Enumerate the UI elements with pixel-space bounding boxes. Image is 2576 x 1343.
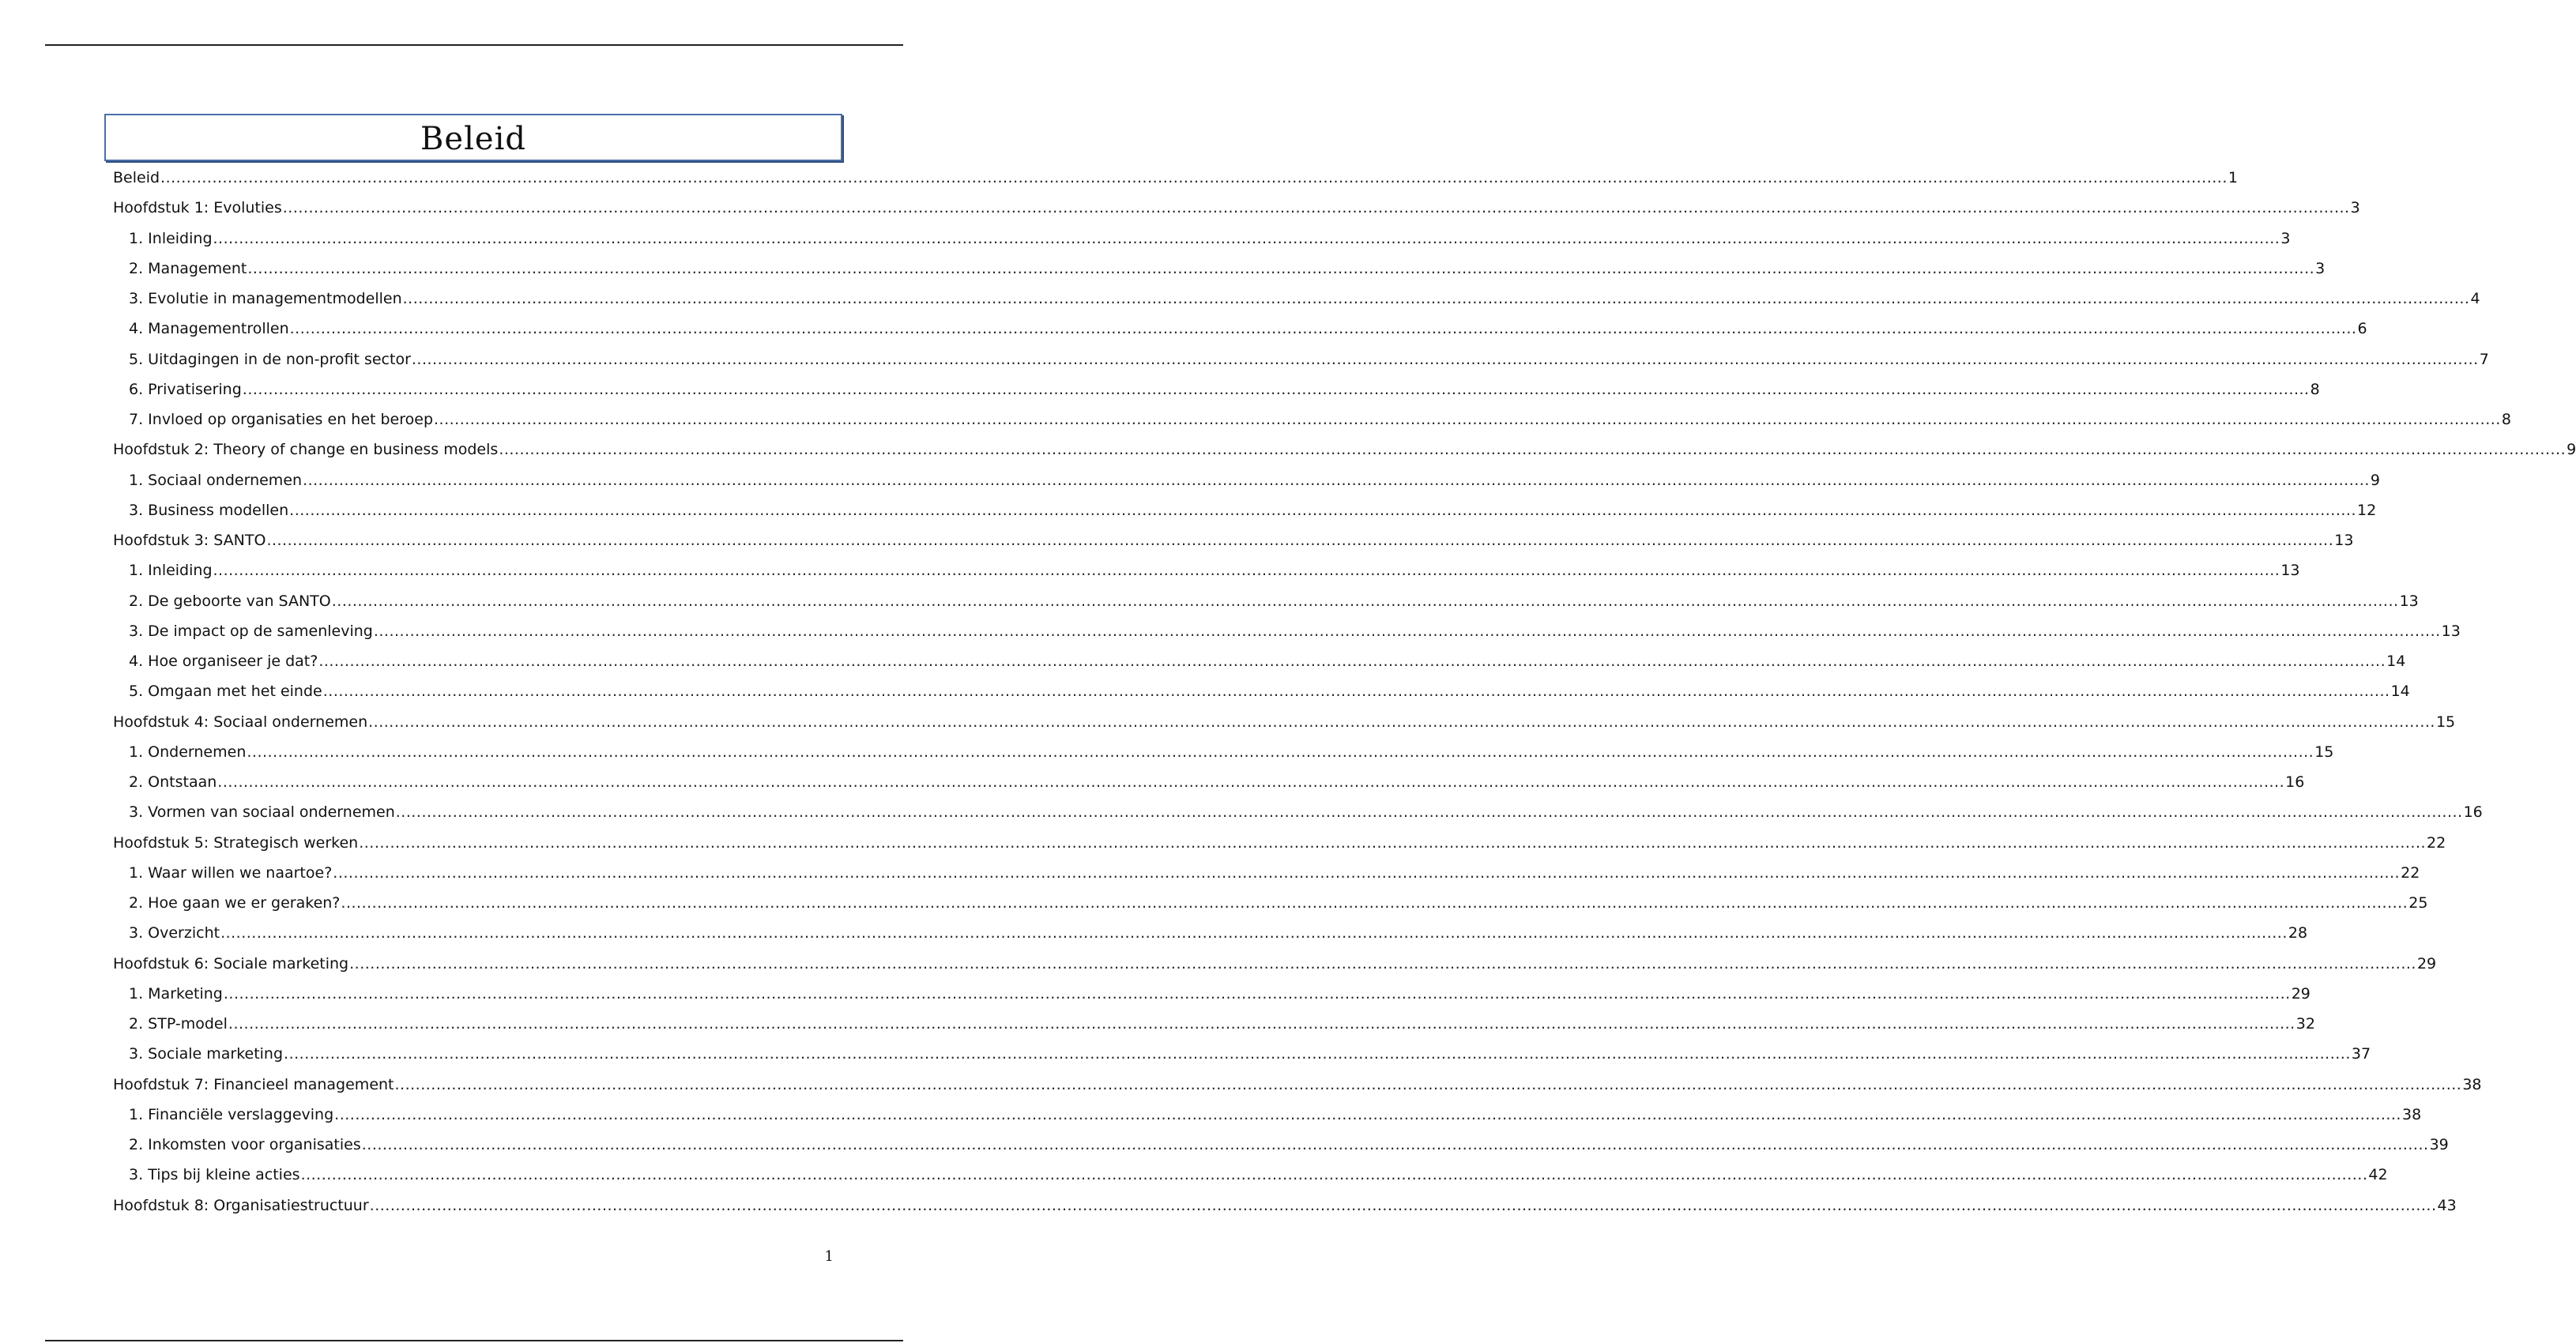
toc-dot-leader: ................................................................................................................................................................................................................................................................................................................................................................................................................ (266, 532, 2334, 549)
toc-entry-page: 15 (2314, 743, 2334, 761)
toc-entry-page: 39 (2429, 1136, 2449, 1153)
toc-entry-page: 16 (2463, 803, 2483, 822)
toc-section-entry[interactable] (113, 979, 2310, 1009)
toc-entry-page: 13 (2334, 532, 2354, 549)
toc-section-entry[interactable] (113, 676, 2410, 706)
toc-entry-label: 1. Sociaal ondernemen (129, 471, 303, 489)
toc-section-entry[interactable] (113, 918, 2308, 948)
toc-entry-page: 42 (2368, 1166, 2388, 1184)
toc-dot-leader: ................................................................................................................................................................................................................................................................................................................................................................................................................ (322, 683, 2390, 701)
toc-entry-page: 38 (2462, 1075, 2482, 1093)
toc-dot-leader: ................................................................................................................................................................................................................................................................................................................................................................................................................ (213, 229, 2280, 247)
toc-entry-label: 1. Inleiding (129, 229, 213, 247)
toc-entry-page: 3 (2280, 229, 2291, 247)
toc-dot-leader: ................................................................................................................................................................................................................................................................................................................................................................................................................ (284, 1045, 2351, 1063)
toc-section-entry[interactable] (113, 254, 2326, 284)
toc-chapter-entry[interactable] (113, 949, 2437, 979)
toc-entry-page: 14 (2386, 653, 2406, 670)
toc-entry-page: 8 (2501, 411, 2511, 428)
toc-entry-label: 1. Waar willen we naartoe? (129, 863, 333, 882)
toc-entry-label: 2. Inkomsten voor organisaties (129, 1136, 361, 1153)
toc-dot-leader: ................................................................................................................................................................................................................................................................................................................................................................................................................ (247, 259, 2315, 277)
toc-entry-page: 43 (2437, 1196, 2457, 1214)
title-box (104, 114, 842, 161)
toc-entry-page: 22 (2401, 863, 2420, 882)
toc-section-entry[interactable] (113, 1039, 2371, 1069)
toc-dot-leader: ................................................................................................................................................................................................................................................................................................................................................................................................................ (289, 501, 2356, 519)
header-rule (45, 44, 903, 46)
page-number: 1 (824, 1248, 834, 1265)
toc-entry-page: 3 (2350, 199, 2360, 217)
toc-dot-leader: ................................................................................................................................................................................................................................................................................................................................................................................................................ (331, 592, 2399, 610)
toc-dot-leader: ................................................................................................................................................................................................................................................................................................................................................................................................................ (242, 380, 2310, 398)
toc-section-entry[interactable] (113, 1160, 2388, 1190)
toc-chapter-entry[interactable] (113, 163, 2238, 193)
toc-dot-leader: ................................................................................................................................................................................................................................................................................................................................................................................................................ (499, 441, 2567, 459)
toc-section-entry[interactable] (113, 1009, 2315, 1039)
toc-dot-leader: ................................................................................................................................................................................................................................................................................................................................................................................................................ (349, 954, 2416, 972)
toc-section-entry[interactable] (113, 224, 2291, 254)
toc-entry-page: 7 (2479, 350, 2489, 368)
toc-section-entry[interactable] (113, 314, 2367, 344)
toc-section-entry[interactable] (113, 404, 2511, 434)
toc-entry-label: 1. Inleiding (129, 562, 213, 580)
toc-section-entry[interactable] (113, 495, 2377, 525)
toc-entry-page: 37 (2351, 1045, 2371, 1063)
toc-entry-label: 2. STP-model (129, 1015, 228, 1033)
toc-dot-leader: ................................................................................................................................................................................................................................................................................................................................................................................................................ (223, 984, 2291, 1003)
toc-dot-leader: ................................................................................................................................................................................................................................................................................................................................................................................................................ (220, 924, 2288, 942)
toc-dot-leader: ................................................................................................................................................................................................................................................................................................................................................................................................................ (247, 743, 2314, 761)
toc-entry-page: 38 (2401, 1105, 2422, 1123)
toc-dot-leader: ................................................................................................................................................................................................................................................................................................................................................................................................................ (402, 290, 2470, 307)
toc-entry-label: 3. Evolutie in managementmodellen (129, 290, 402, 307)
toc-entry-label: 4. Managementrollen (129, 320, 289, 338)
table-of-contents (113, 163, 2576, 1221)
toc-dot-leader: ................................................................................................................................................................................................................................................................................................................................................................................................................ (318, 653, 2386, 670)
toc-dot-leader: ................................................................................................................................................................................................................................................................................................................................................................................................................ (434, 411, 2501, 428)
toc-chapter-entry[interactable] (113, 434, 2576, 465)
toc-section-entry[interactable] (113, 555, 2300, 585)
toc-chapter-entry[interactable] (113, 1191, 2457, 1221)
toc-chapter-entry[interactable] (113, 707, 2456, 737)
toc-entry-label: Hoofdstuk 8: Organisatiestructuur (113, 1196, 369, 1214)
toc-dot-leader: ................................................................................................................................................................................................................................................................................................................................................................................................................ (334, 1105, 2401, 1123)
toc-dot-leader: ................................................................................................................................................................................................................................................................................................................................................................................................................ (333, 863, 2401, 882)
toc-dot-leader: ................................................................................................................................................................................................................................................................................................................................................................................................................ (373, 622, 2441, 640)
toc-section-entry[interactable] (113, 1130, 2449, 1160)
toc-entry-page: 32 (2295, 1015, 2315, 1033)
toc-entry-page: 25 (2408, 894, 2428, 912)
toc-entry-label: 3. De impact op de samenleving (129, 622, 373, 640)
toc-entry-page: 13 (2441, 622, 2461, 640)
toc-section-entry[interactable] (113, 284, 2480, 314)
toc-section-entry[interactable] (113, 858, 2420, 888)
toc-dot-leader: ................................................................................................................................................................................................................................................................................................................................................................................................................ (341, 894, 2408, 912)
toc-entry-page: 4 (2470, 290, 2480, 307)
toc-section-entry[interactable] (113, 586, 2419, 616)
toc-entry-page: 3 (2315, 259, 2326, 277)
toc-entry-page: 14 (2390, 683, 2410, 701)
toc-entry-label: Hoofdstuk 7: Financieel management (113, 1075, 394, 1093)
toc-entry-label: 3. Business modellen (129, 501, 289, 519)
toc-section-entry[interactable] (113, 344, 2489, 374)
toc-chapter-entry[interactable] (113, 1070, 2482, 1100)
toc-section-entry[interactable] (113, 465, 2380, 495)
toc-dot-leader: ................................................................................................................................................................................................................................................................................................................................................................................................................ (282, 199, 2350, 217)
toc-chapter-entry[interactable] (113, 828, 2446, 858)
toc-dot-leader: ................................................................................................................................................................................................................................................................................................................................................................................................................ (394, 1075, 2462, 1093)
toc-entry-page: 13 (2280, 562, 2300, 580)
toc-entry-label: 5. Omgaan met het einde (129, 683, 322, 701)
toc-entry-page: 12 (2357, 501, 2377, 519)
toc-dot-leader: ................................................................................................................................................................................................................................................................................................................................................................................................................ (289, 320, 2357, 338)
toc-section-entry[interactable] (113, 797, 2483, 827)
toc-entry-page: 29 (2416, 954, 2437, 972)
toc-dot-leader: ................................................................................................................................................................................................................................................................................................................................................................................................................ (359, 833, 2427, 852)
toc-entry-label: Hoofdstuk 3: SANTO (113, 532, 266, 549)
toc-entry-label: 3. Overzicht (129, 924, 220, 942)
toc-entry-page: 28 (2288, 924, 2308, 942)
toc-entry-label: 2. Hoe gaan we er geraken? (129, 894, 341, 912)
toc-entry-page: 15 (2435, 713, 2456, 731)
toc-section-entry[interactable] (113, 888, 2428, 918)
toc-entry-label: Hoofdstuk 5: Strategisch werken (113, 833, 359, 852)
toc-section-entry[interactable] (113, 767, 2305, 797)
toc-entry-label: Hoofdstuk 6: Sociale marketing (113, 954, 349, 972)
toc-entry-label: 4. Hoe organiseer je dat? (129, 653, 318, 670)
toc-section-entry[interactable] (113, 737, 2334, 767)
toc-entry-label: 2. Ontstaan (129, 773, 217, 791)
toc-entry-label: 3. Tips bij kleine acties (129, 1166, 300, 1184)
toc-entry-page: 1 (2228, 169, 2238, 186)
toc-section-entry[interactable] (113, 616, 2461, 646)
toc-section-entry[interactable] (113, 1100, 2422, 1130)
toc-entry-page: 16 (2285, 773, 2305, 791)
document-title: Beleid (420, 121, 526, 157)
toc-chapter-entry[interactable] (113, 525, 2354, 555)
toc-dot-leader: ................................................................................................................................................................................................................................................................................................................................................................................................................ (361, 1136, 2429, 1153)
toc-chapter-entry[interactable] (113, 193, 2360, 223)
toc-entry-label: 2. De geboorte van SANTO (129, 592, 331, 610)
toc-entry-page: 8 (2310, 380, 2320, 398)
toc-entry-label: 6. Privatisering (129, 380, 242, 398)
toc-entry-page: 6 (2357, 320, 2367, 338)
toc-entry-page: 29 (2291, 984, 2310, 1003)
footer-rule (45, 1340, 903, 1341)
toc-section-entry[interactable] (113, 374, 2320, 404)
toc-dot-leader: ................................................................................................................................................................................................................................................................................................................................................................................................................ (369, 1196, 2437, 1214)
toc-entry-label: Hoofdstuk 1: Evoluties (113, 199, 282, 217)
toc-entry-label: 1. Financiële verslaggeving (129, 1105, 334, 1123)
toc-entry-page: 9 (2567, 441, 2576, 459)
toc-entry-label: Hoofdstuk 2: Theory of change en business models (113, 441, 499, 459)
toc-dot-leader: ................................................................................................................................................................................................................................................................................................................................................................................................................ (228, 1015, 2295, 1033)
toc-dot-leader: ................................................................................................................................................................................................................................................................................................................................................................................................................ (160, 169, 2228, 186)
toc-dot-leader: ................................................................................................................................................................................................................................................................................................................................................................................................................ (300, 1166, 2368, 1184)
toc-section-entry[interactable] (113, 646, 2406, 676)
toc-entry-page: 13 (2399, 592, 2419, 610)
toc-entry-label: 7. Invloed op organisaties en het beroep (129, 411, 434, 428)
toc-entry-label: 2. Management (129, 259, 247, 277)
toc-dot-leader: ................................................................................................................................................................................................................................................................................................................................................................................................................ (213, 562, 2280, 580)
toc-entry-label: Beleid (113, 169, 160, 186)
toc-entry-page: 22 (2427, 833, 2446, 852)
toc-dot-leader: ................................................................................................................................................................................................................................................................................................................................................................................................................ (395, 803, 2463, 822)
toc-entry-label: Hoofdstuk 4: Sociaal ondernemen (113, 713, 368, 731)
toc-entry-page: 9 (2370, 471, 2380, 489)
toc-entry-label: 1. Ondernemen (129, 743, 247, 761)
toc-dot-leader: ................................................................................................................................................................................................................................................................................................................................................................................................................ (411, 350, 2479, 368)
toc-entry-label: 3. Vormen van sociaal ondernemen (129, 803, 395, 822)
toc-entry-label: 5. Uitdagingen in de non-profit sector (129, 350, 411, 368)
toc-dot-leader: ................................................................................................................................................................................................................................................................................................................................................................................................................ (217, 773, 2285, 791)
toc-entry-label: 3. Sociale marketing (129, 1045, 284, 1063)
toc-entry-label: 1. Marketing (129, 984, 223, 1003)
toc-dot-leader: ................................................................................................................................................................................................................................................................................................................................................................................................................ (368, 713, 2435, 731)
toc-dot-leader: ................................................................................................................................................................................................................................................................................................................................................................................................................ (303, 471, 2370, 489)
